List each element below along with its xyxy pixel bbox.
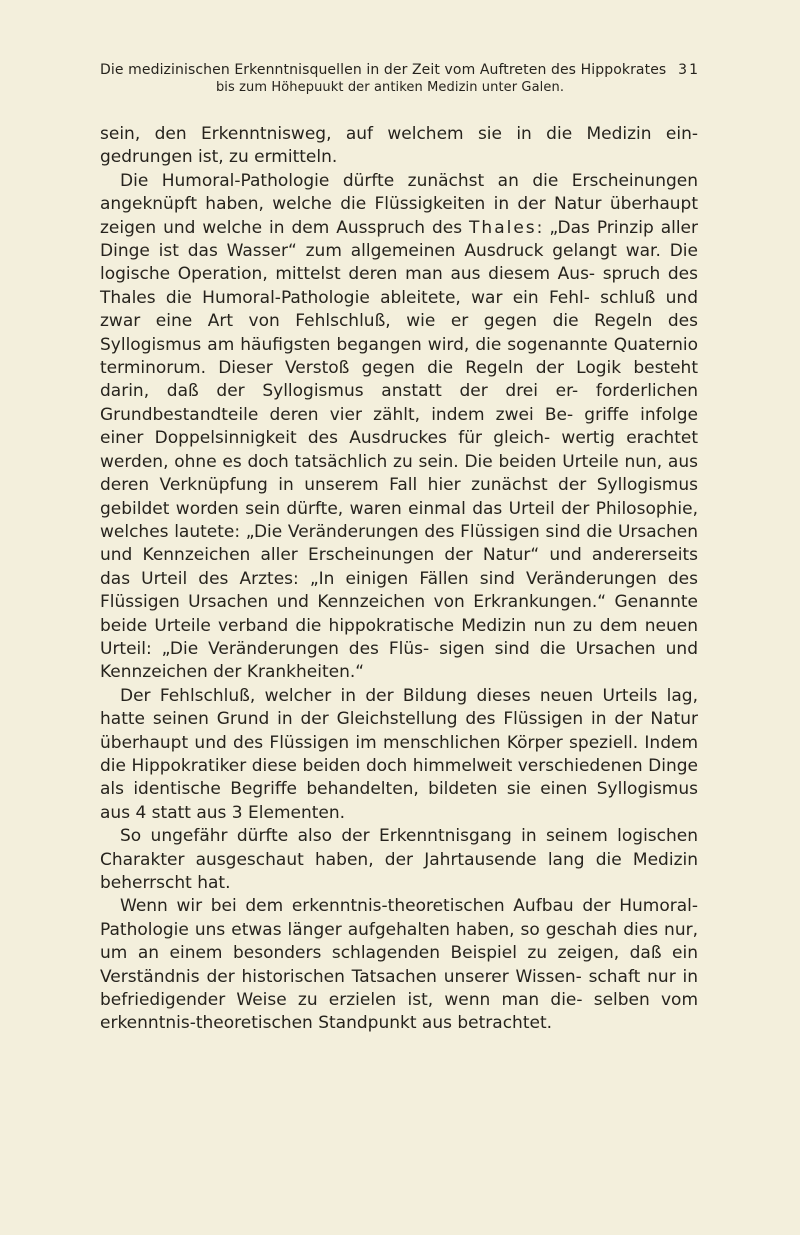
page-number: 31	[678, 62, 700, 78]
emphasized-name-thales: Thales	[469, 217, 537, 238]
running-head-subtitle: bis zum Höhepuukt der antiken Medizin unter Galen.	[215, 80, 565, 95]
running-head-title: Die medizinischen Erkenntnisquellen in der Zeit vom Auftreten des Hippokrates	[100, 62, 667, 78]
paragraph-2-start: Die Humoral-Pathologie dürfte zunächst an die Erscheinungen angeknüpft haben, welche die Flüssigkeiten in der Natur überhaupt zeigen und welche in dem Ausspruch des	[100, 170, 698, 238]
paragraph-1: sein, den Erkenntnisweg, auf welchem sie in die Medizin ein- gedrungen ist, zu ermitteln.	[100, 124, 698, 168]
paragraph-2	[100, 170, 698, 685]
running-head	[100, 61, 700, 97]
body-text	[100, 123, 698, 1036]
running-head-line-1	[100, 61, 700, 79]
paragraph-3: Der Fehlschluß, welcher in der Bildung dieses neuen Urteils lag, hatte seinen Grund in der Gleichstellung des Flüssigen in der Natur überhaupt und des Flüssigen im menschlichen Körper speziell. Indem die Hippokratiker diese beiden doch himmelweit verschiedenen Dinge als identische Begriffe behandelten, bildeten sie einen Syllogismus aus 4 statt aus 3 Elementen.	[100, 685, 698, 823]
paragraph-5: Wenn wir bei dem erkenntnis-theoretischen Aufbau der Humoral-Pathologie uns etwas länger aufgehalten haben, so geschah dies nur, um an einem besonders schlagenden Beispiel zu zeigen, daß ein Verständnis der historischen Tatsachen unserer Wissen- schaft nur in befriedigender Weise zu erzielen ist, wenn man die- selben vom erkenntnis-theoretischen Standpunkt aus betrachtet.	[100, 896, 698, 1034]
paragraph-2-rest: : „Das Prinzip aller Dinge ist das Wasser“ zum allgemeinen Ausdruck gelangt war. Die logische Operation, mittelst deren man aus diesem Aus- spruch des Thales die Humoral-Pathologie ableitete, war ein Fehl- schluß und zwar eine Art von Fehlschluß, wie er gegen die Regeln des Syllogismus am häufigsten begangen wird, die sogenannte Quaternio terminorum. Dieser Verstoß gegen die Regeln der Logik besteht darin, daß der Syllogismus anstatt der drei er- forderlichen Grundbestandteile deren vier zählt, indem zwei Be- griffe infolge einer Doppelsinnigkeit des Ausdruckes für gleich- wertig erachtet werden, ohne es doch tatsächlich zu sein. Die beiden Urteile nun, aus deren Verknüpfung in unserem Fall hier zunächst der Syllogismus gebildet worden sein dürfte, waren einmal das Urteil der Philosophie, welches lautete: „Die Veränderungen des Flüssigen sind die Ursachen und Kennzeichen aller Erscheinungen der Natur“ und andererseits das Urteil des Arztes: „In einigen Fällen sind Veränderungen des Flüssigen Ursachen und Kennzeichen von Erkrankungen.“ Genannte beide Urteile verband die hippokratische Medizin nun zu dem neuen Urteil: „Die Veränderungen des Flüs- sigen sind die Ursachen und Kennzeichen der Krankheiten.“	[100, 217, 699, 683]
paragraph-4: So ungefähr dürfte also der Erkenntnisgang in seinem logischen Charakter ausgeschaut haben, der Jahrtausende lang die Medizin beherrscht hat.	[100, 826, 698, 893]
